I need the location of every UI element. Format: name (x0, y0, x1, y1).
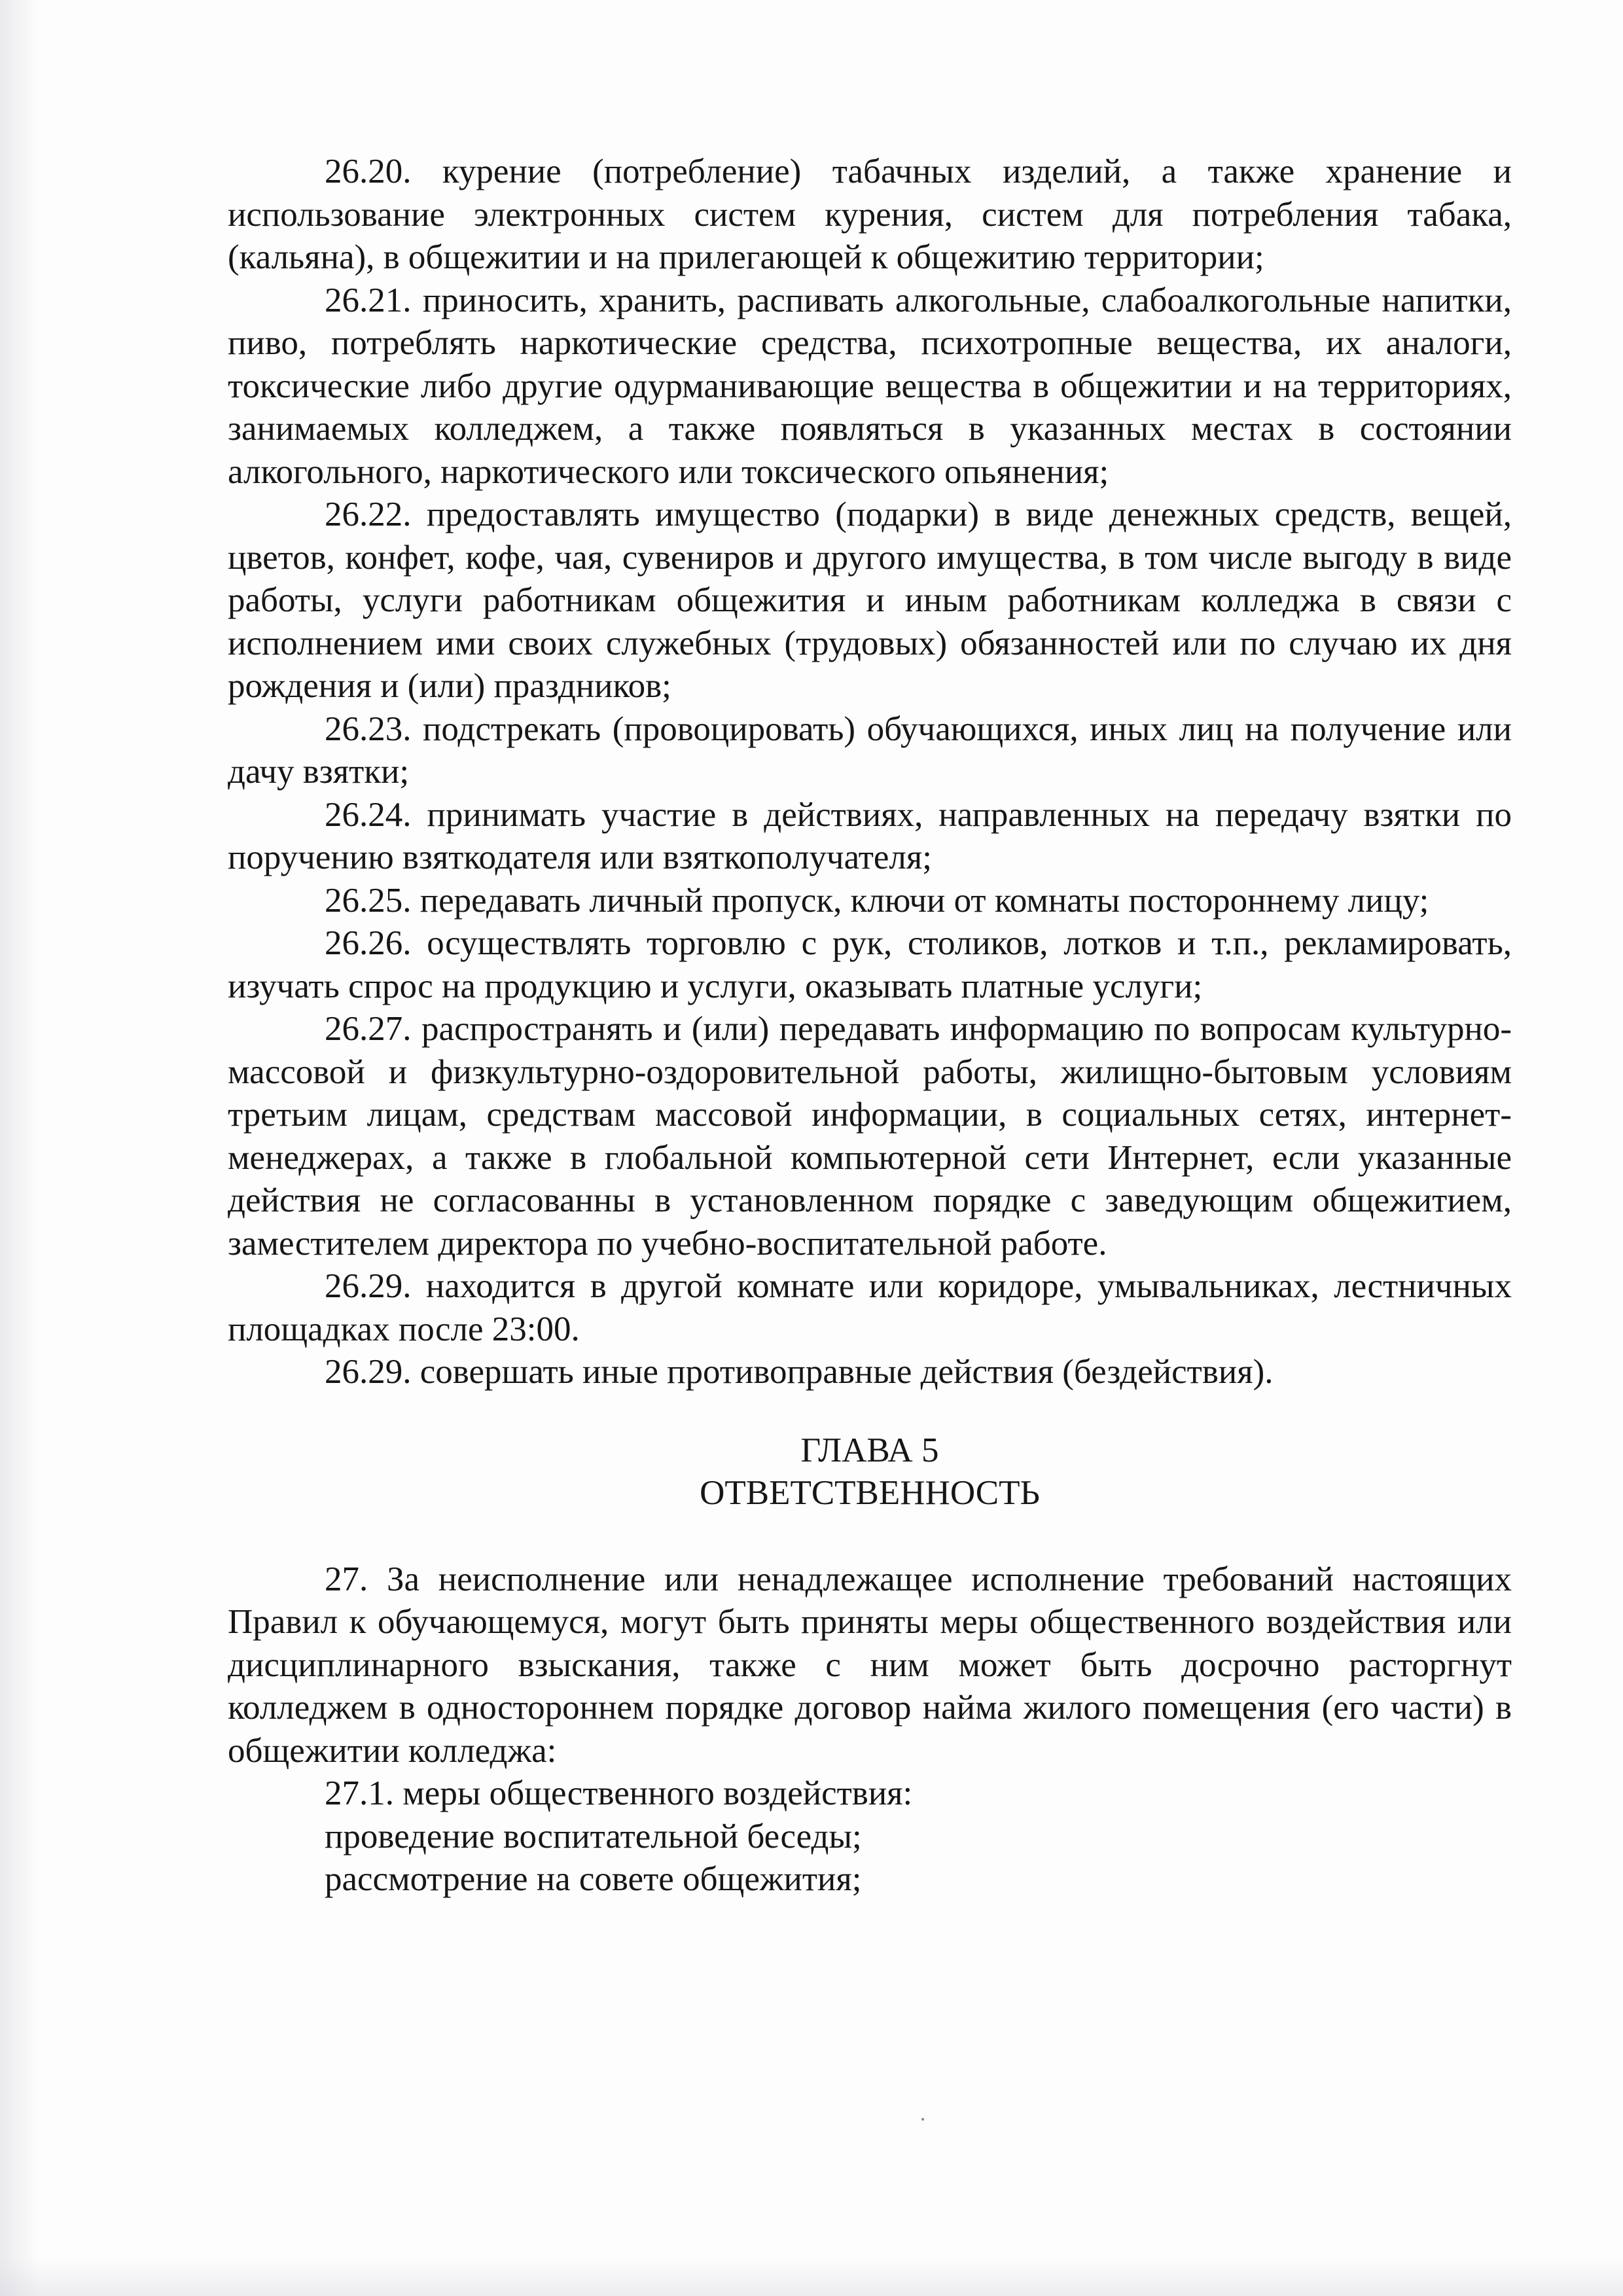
chapter-title: ОТВЕТСТВЕННОСТЬ (700, 1474, 1040, 1512)
list-item-educational-talk: проведение воспитательной беседы; (325, 1817, 862, 1856)
paragraph-26-26: 26.26. осуществлять торговлю с рук, столиков, лотков и т.п., рекламировать, изучать спрос на продукцию и услуги, оказывать платные услуги; (228, 924, 1512, 1005)
paragraph-26-25: 26.25. передавать личный пропуск, ключи от комнаты постороннему лицу; (325, 881, 1429, 920)
scan-shadow-left (0, 0, 39, 2296)
paragraph-26-24: 26.24. принимать участие в действиях, направленных на передачу взятки по поручению взяткодателя или взяткополучателя; (228, 795, 1512, 876)
paragraph-26-20: 26.20. курение (потребление) табачных изделий, а также хранение и использование электронных систем курения, систем для потребления табака, (кальяна), в общежитии и на прилегающей к общежитию территории; (228, 152, 1512, 276)
paragraph-26-23: 26.23. подстрекать (провоцировать) обучающихся, иных лиц на получение или дачу взятки; (228, 709, 1512, 791)
paragraph-26-29-second: 26.29. совершать иные противоправные действия (бездействия). (325, 1353, 1274, 1391)
paragraph-27-1: 27.1. меры общественного воздействия: (325, 1774, 913, 1812)
list-item-dormitory-council: рассмотрение на совете общежития; (325, 1860, 862, 1898)
scan-shadow-bottom (0, 2257, 1623, 2296)
paragraph-26-21: 26.21. приносить, хранить, распивать алкогольные, слабоалкогольные напитки, пиво, потреблять наркотические средства, психотропные вещества, их аналоги, токсические либо другие одурманивающие вещества в общежитии и на территориях, занимаемых колледжем, а также появляться в указанных местах в состоянии алкогольного, наркотического или токсического опьянения; (228, 281, 1512, 491)
paragraph-26-29-first: 26.29. находится в другой комнате или коридоре, умывальниках, лестничных площадках после 23:00. (228, 1267, 1512, 1348)
scan-speck (921, 2118, 924, 2121)
paragraph-26-22: 26.22. предоставлять имущество (подарки) в виде денежных средств, вещей, цветов, конфет, кофе, чая, сувениров и другого имущества, в том числе выгоду в виде работы, услуги работникам общежития и иным работникам колледжа в связи с исполнением ими своих служебных (трудовых) обязанностей или по случаю их дня рождения и (или) праздников; (228, 495, 1512, 705)
chapter-number: ГЛАВА 5 (800, 1431, 939, 1469)
paragraph-27: 27. За неисполнение или ненадлежащее исполнение требований настоящих Правил к обучающемуся, могут быть приняты меры общественного воздействия или дисциплинарного взыскания, также с ним может быть досрочно расторгнут колледжем в одностороннем порядке договор найма жилого помещения (его части) в общежитии колледжа: (228, 1560, 1512, 1770)
paragraph-26-27: 26.27. распространять и (или) передавать информацию по вопросам культурно-массовой и физкультурно-оздоровительной работы, жилищно-бытовым условиям третьим лицам, средствам массовой информации, в социальных сетях, интернет-менеджерах, а также в глобальной компьютерной сети Интернет, если указанные действия не согласованны в установленном порядке с заведующим общежитием, заместителем директора по учебно-воспитательной работе. (228, 1010, 1512, 1263)
document-body (228, 151, 1512, 1901)
